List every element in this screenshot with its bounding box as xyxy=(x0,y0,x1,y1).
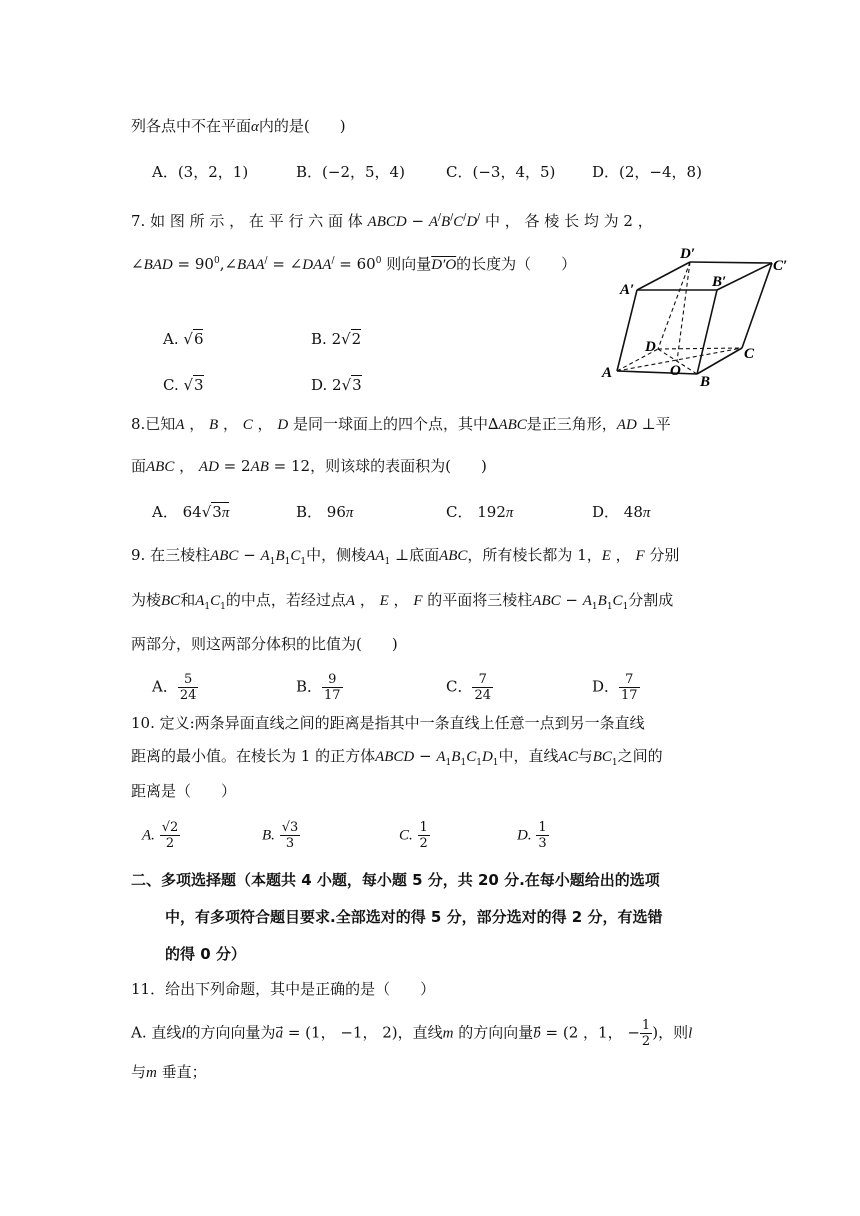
q7-option-b: B. 2√2 xyxy=(311,330,362,348)
label-o: O xyxy=(670,363,681,379)
label-c-prime: C′ xyxy=(773,258,788,274)
q10-line3: 距离是（ ） xyxy=(131,782,237,800)
q9-option-d: D． $\frac{7}{17}$ xyxy=(592,672,638,703)
q10-line2: 距离的最小值。在棱长为 1 的正方体ABCD − $A_1B_1C_1D_1$中，直线AC与$BC_1$之间的 xyxy=(131,747,663,768)
label-b: B xyxy=(700,374,711,390)
q7-option-d: D. 2√3 xyxy=(311,376,362,394)
q7-option-c: C. √3 xyxy=(163,376,204,394)
label-d-prime: D′ xyxy=(680,246,696,262)
q11-option-a-line2: 与m 垂直； xyxy=(131,1063,207,1081)
q9-line2: 为棱BC和$A_1C_1$的中点，若经过点A ， E ， F 的平面将三棱柱ABC − $A_1B_1C_1$分割成 xyxy=(131,591,674,612)
q10-line1: 10. 定义:两条异面直线之间的距离是指其中一条直线上任意一点到另一条直线 xyxy=(131,714,645,732)
q10-option-c: C. $\frac{1}{2}$ xyxy=(399,820,428,851)
q10-option-d: D. $\frac{1}{3}$ xyxy=(517,820,547,851)
q9-option-c: C． $\frac{7}{24}$ xyxy=(446,672,492,703)
q11-stem: 11．给出下列命题，其中是正确的是（ ） xyxy=(131,980,436,998)
q8-option-b: B． 96π xyxy=(296,503,354,521)
q10-option-b: B. $\frac{√3}{3}$ xyxy=(262,820,299,851)
q6-option-a: A．(3，2，1) xyxy=(152,163,249,181)
section2-heading-line3: 的得 0 分） xyxy=(165,945,246,963)
q8-line1: 8.已知A ， B ， C ， D 是同一球面上的四个点，其中∆ABC是正三角形，AD ⊥平 xyxy=(131,415,671,433)
label-c: C xyxy=(744,346,755,362)
label-d: D xyxy=(645,339,656,355)
q9-line1: 9. 在三棱柱ABC − $A_1B_1C_1$中，侧棱$AA_1$ ⊥底面ABC，所有棱长都为 1，E ， F 分别 xyxy=(131,546,680,567)
q7-line2: ∠BAD = $90^0,\angle BAA^/$ = ∠DAA/ = $60^0$ 则向量D′O的长度为（ ） xyxy=(131,255,577,273)
q9-option-a: A． $\frac{5}{24}$ xyxy=(152,672,197,703)
q6-option-b: B．(−2，5，4) xyxy=(296,163,405,181)
q10-option-a: A. $\frac{√2}{2}$ xyxy=(142,820,179,851)
label-b-prime: B′ xyxy=(712,274,727,290)
q8-line2: 面ABC ， AD = 2AB = 12，则该球的表面积为( ) xyxy=(131,457,487,475)
q7-line1: 7. 如 图 所 示 ， 在 平 行 六 面 体 ABCD − A/B/C/D/ 中 ， 各 棱 长 均 为 2 ， xyxy=(131,212,653,230)
label-a-prime: A′ xyxy=(620,282,635,298)
q8-option-c: C． 192π xyxy=(446,503,514,521)
q9-line3: 两部分，则这两部分体积的比值为( ) xyxy=(131,635,398,653)
q9-option-b: B． $\frac{9}{17}$ xyxy=(296,672,341,703)
parallelepiped-figure xyxy=(590,240,810,400)
q7-option-a: A. √6 xyxy=(163,330,204,348)
q11-option-a-line1: A. 直线l的方向向量为a⃗ = (1， −1， 2)，直线m 的方向向量b⃗ = (2 ，1， − $\frac{1}{2}$ )，则l xyxy=(131,1018,693,1049)
label-a: A xyxy=(602,365,613,381)
q8-option-d: D． 48π xyxy=(592,503,651,521)
section2-heading-line2: 中，有多项符合题目要求.全部选对的得 5 分，部分选对的得 2 分，有选错 xyxy=(165,908,663,926)
q8-option-a: A． 64√3π xyxy=(152,503,230,521)
q6-stem: 列各点中不在平面α内的是( ) xyxy=(131,117,346,135)
q6-option-d: D．(2，−4，8) xyxy=(592,163,702,181)
section2-heading-line1: 二、多项选择题（本题共 4 小题，每小题 5 分，共 20 分.在每小题给出的选项 xyxy=(131,871,660,889)
q6-option-c: C．(−3，4，5) xyxy=(446,163,556,181)
